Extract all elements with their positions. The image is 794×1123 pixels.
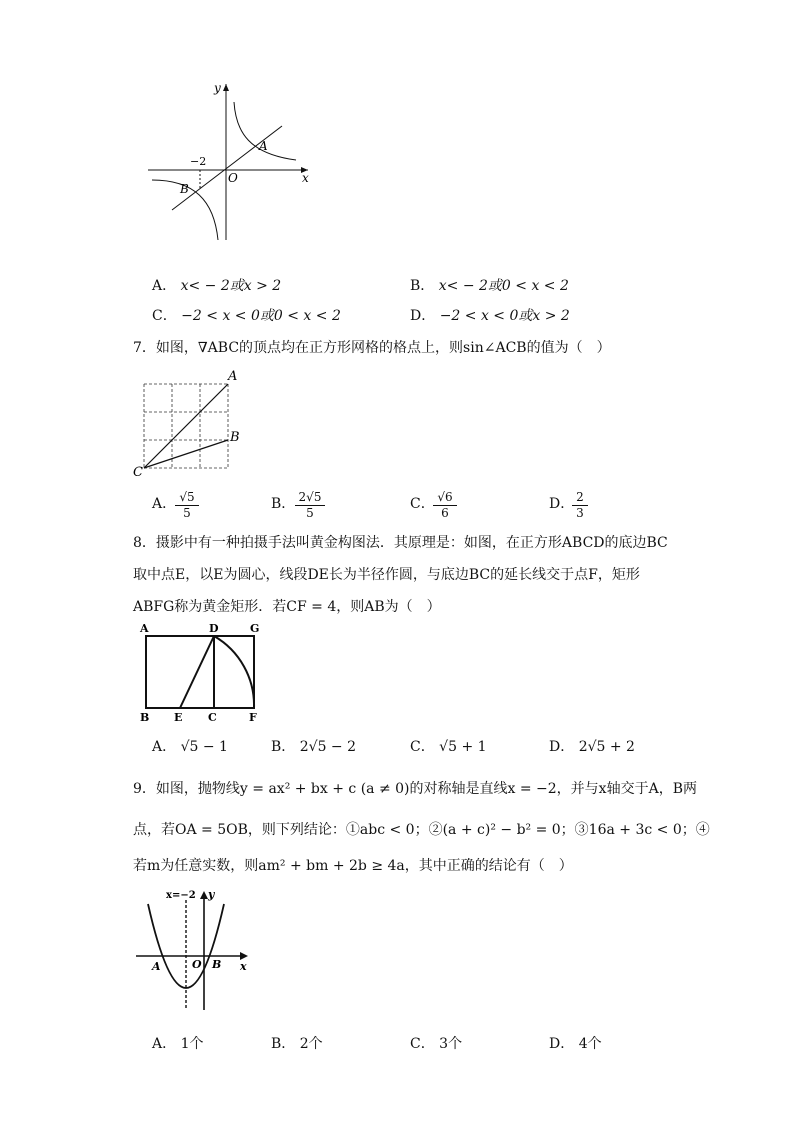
q8-option-c[interactable]: [410, 737, 487, 757]
q9-option-a-letter: A．: [152, 1036, 177, 1052]
q6-option-a-text: x< − 2或x > 2: [180, 278, 282, 294]
q7-point-a-label: A: [228, 369, 238, 384]
q9-option-d-text: 4个: [578, 1036, 602, 1052]
q6-option-a-letter: A．: [152, 278, 177, 294]
q9-stem-line-2: 点，若OA = 5OB，则下列结论：①abc < 0；②(a + c)² − b² = 0；③16a + 3c < 0；④: [133, 822, 710, 838]
q7-option-a-letter: A．: [152, 496, 177, 512]
q8-stem-line-3: ABFG称为黄金矩形．若CF = 4，则AB为（ ）: [133, 599, 441, 615]
q8-option-d-letter: D．: [549, 739, 575, 755]
q6-graph-figure: [140, 78, 320, 248]
q8-label-e: E: [174, 711, 183, 724]
q7-stem: 7．如图，∇ABC的顶点均在正方形网格的格点上，则sin∠ACB的值为（ ）: [133, 340, 611, 356]
q7-option-a-den: 5: [183, 506, 191, 520]
q8-label-c: C: [208, 711, 217, 724]
q9-axis-label: x=−2: [166, 890, 196, 901]
q7-option-a[interactable]: [152, 494, 176, 514]
q9-o-label: O: [192, 958, 202, 971]
q6-y-arrow-icon: [223, 84, 229, 91]
q9-stem-line-3: 若m为任意实数，则am² + bm + 2b ≥ 4a，其中正确的结论有（ ）: [133, 858, 573, 874]
q7-option-b-letter: B．: [271, 496, 296, 512]
q9-option-b-text: 2个: [299, 1036, 323, 1052]
q8-option-a-letter: A．: [152, 739, 177, 755]
q8-golden-rectangle-figure: [136, 622, 266, 726]
q7-segment-ca: [144, 384, 228, 468]
q9-option-a-text: 1个: [180, 1036, 204, 1052]
q9-option-c-letter: C．: [410, 1036, 435, 1052]
q6-option-c-letter: C．: [152, 308, 177, 324]
q8-option-b-letter: B．: [271, 739, 296, 755]
q7-option-d-letter: D．: [549, 496, 575, 512]
q6-option-b[interactable]: [410, 276, 569, 296]
q6-point-a-label: A: [259, 139, 268, 153]
q7-option-c-den: 6: [441, 506, 449, 520]
q8-option-d[interactable]: [549, 737, 635, 757]
q7-option-c-fraction: [433, 490, 457, 521]
q6-option-d-text: −2 < x < 0或x > 2: [439, 308, 570, 324]
q9-y-label: y: [208, 888, 215, 901]
q6-point-b-label: B: [180, 182, 189, 196]
q8-option-a-text: √5 − 1: [180, 739, 228, 755]
q8-arc-df: [214, 636, 254, 708]
q9-option-b-letter: B．: [271, 1036, 296, 1052]
q9-x-label: x: [240, 960, 247, 973]
q8-option-a[interactable]: [152, 737, 228, 757]
q7-option-c-letter: C．: [410, 496, 435, 512]
q9-parabola-figure: [132, 886, 256, 1014]
q6-option-c-text: −2 < x < 0或0 < x < 2: [181, 308, 341, 324]
q6-option-d-letter: D．: [410, 308, 436, 324]
q8-rectangle: [146, 636, 254, 708]
q6-option-a[interactable]: [152, 276, 281, 296]
q8-label-f: F: [249, 711, 257, 724]
q6-origin-label: O: [228, 171, 238, 185]
q8-option-c-text: √5 + 1: [439, 739, 487, 755]
q7-option-b[interactable]: [271, 494, 295, 514]
q8-stem-line-1: 8．摄影中有一种拍摄手法叫黄金构图法．其原理是：如图，在正方形ABCD的底边BC: [133, 535, 668, 551]
q6-option-b-text: x< − 2或0 < x < 2: [438, 278, 569, 294]
q9-stem-line-1: 9．如图，抛物线y = ax² + bx + c (a ≠ 0)的对称轴是直线x = −2，并与x轴交于A，B两: [133, 781, 697, 797]
q7-point-c-label: C: [133, 465, 143, 480]
q7-option-d-den: 3: [576, 506, 584, 520]
q8-option-b[interactable]: [271, 737, 356, 757]
q7-grid-figure: [132, 368, 252, 478]
q7-segment-cb: [144, 440, 228, 468]
q9-option-d-letter: D．: [549, 1036, 575, 1052]
q6-y-label: y: [214, 81, 221, 95]
q6-option-d[interactable]: [410, 306, 570, 326]
q7-option-b-den: 5: [306, 506, 314, 520]
q8-option-b-text: 2√5 − 2: [299, 739, 357, 755]
q7-option-d[interactable]: [549, 494, 574, 514]
q7-option-c-num: √6: [433, 490, 457, 506]
q6-option-c[interactable]: [152, 306, 341, 326]
q9-option-c-text: 3个: [439, 1036, 463, 1052]
q7-option-c[interactable]: [410, 494, 435, 514]
q6-option-b-letter: B．: [410, 278, 435, 294]
q9-option-c[interactable]: [410, 1034, 462, 1054]
q8-label-d: D: [209, 622, 219, 635]
q8-label-g: G: [250, 622, 260, 635]
q8-label-b: B: [140, 711, 150, 724]
q8-stem-line-2: 取中点E，以E为圆心，线段DE长为半径作圆，与底边BC的延长线交于点F，矩形: [133, 567, 640, 583]
q9-y-arrow-icon: [200, 891, 208, 899]
q8-label-a: A: [140, 622, 149, 635]
q8-segment-de: [180, 636, 214, 708]
q6-x-label: x: [302, 171, 309, 185]
q7-option-b-fraction: [295, 490, 325, 521]
q7-option-a-num: √5: [175, 490, 199, 506]
q9-b-label: B: [212, 958, 222, 971]
q7-option-b-num: 2√5: [295, 490, 325, 506]
q9-option-a[interactable]: [152, 1034, 204, 1054]
q7-option-d-fraction: [572, 490, 588, 521]
q9-x-arrow-icon: [240, 952, 248, 960]
q8-option-c-letter: C．: [410, 739, 435, 755]
q8-option-d-text: 2√5 + 2: [578, 739, 635, 755]
q7-option-a-fraction: [175, 490, 199, 521]
q6-tick-label: −2: [190, 155, 207, 168]
q9-option-d[interactable]: [549, 1034, 602, 1054]
q7-option-d-num: 2: [572, 490, 588, 506]
q9-option-b[interactable]: [271, 1034, 323, 1054]
q7-point-b-label: B: [230, 430, 240, 445]
q9-a-label: A: [152, 960, 161, 973]
